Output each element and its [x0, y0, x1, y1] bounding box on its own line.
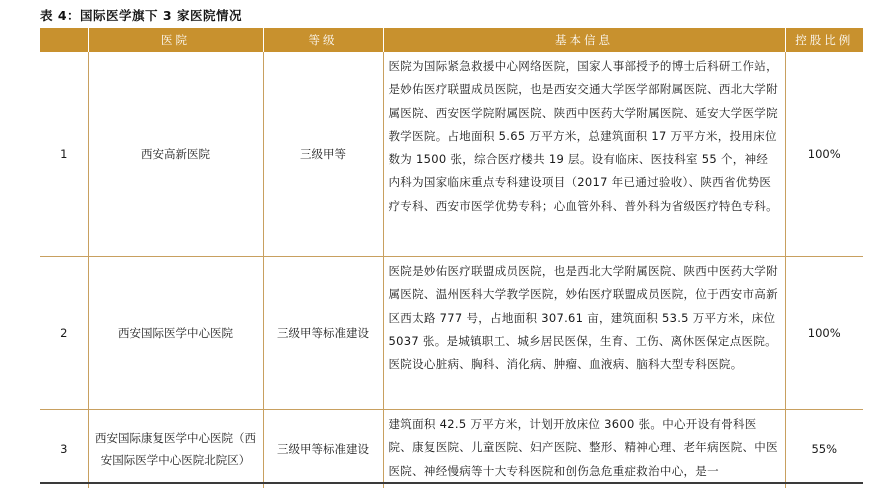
- table-row: [40, 410, 863, 489]
- header-share: 控股比例: [785, 28, 863, 52]
- hospital-name: 西安高新医院: [88, 52, 263, 257]
- row-index: 3: [60, 442, 68, 456]
- header-index: [40, 28, 88, 52]
- holding-share: 55%: [785, 410, 863, 489]
- table-header-row: [40, 28, 863, 52]
- table-caption: 表 4：国际医学旗下 3 家医院情况: [40, 8, 242, 23]
- header-info: 基本信息: [383, 28, 785, 52]
- hospital-name: 西安国际康复医学中心医院（西安国际医学中心医院北院区）: [88, 410, 263, 489]
- table-row: [40, 52, 863, 257]
- holding-share: 100%: [785, 52, 863, 257]
- hospitals-table: [40, 28, 863, 488]
- table-row: [40, 257, 863, 410]
- hospital-info: 医院为国际紧急救援中心网络医院，国家人事部授予的博士后科研工作站，是妙佑医疗联盟成员医院，也是西安交通大学医学部附属医院、西北大学附属医院、西安医学院附属医院、陕西中医药大学附属医院、延安大学医学院教学医院。占地面积 5.65 万平方米，总建筑面积 17 万平方米，投用床位数为 1500 张，综合医疗楼共 19 层。设有临床、医技科室 55 个，神经内科为国家临床重点专科建设项目（2017 年已通过验收）、陕西省优势医疗专科、西安市医学优势专科；心血管外科、普外科为省级医疗特色专科。: [383, 52, 785, 257]
- row-index: 1: [40, 52, 88, 257]
- hospital-info: 医院是妙佑医疗联盟成员医院，也是西北大学附属医院、陕西中医药大学附属医院、温州医科大学教学医院，妙佑医疗联盟成员医院，位于西安市高新区西太路 777 号，占地面积 307.61 亩，建筑面积 53.5 万平方米，床位 5037 张。是城镇职工、城乡居民医保，生育、工伤、离休医保定点医院。医院设心脏病、胸科、消化病、肿瘤、血液病、脑科大型专科医院。: [383, 257, 785, 410]
- hospital-name: 西安国际医学中心医院: [88, 257, 263, 410]
- header-grade: 等级: [263, 28, 383, 52]
- hospital-info: 建筑面积 42.5 万平方米，计划开放床位 3600 张。中心开设有骨科医院、康复医院、儿童医院、妇产医院、整形、精神心理、老年病医院、中医医院、神经慢病等十大专科医院和创伤急危重症救治中心，是一: [383, 410, 785, 489]
- hospital-grade: 三级甲等标准建设: [263, 257, 383, 410]
- row-index: 2: [40, 257, 88, 410]
- hospital-grade: 三级甲等标准建设: [263, 410, 383, 489]
- header-hospital: 医院: [88, 28, 263, 52]
- table-bottom-rule: [40, 482, 863, 484]
- hospital-grade: 三级甲等: [263, 52, 383, 257]
- holding-share: 100%: [785, 257, 863, 410]
